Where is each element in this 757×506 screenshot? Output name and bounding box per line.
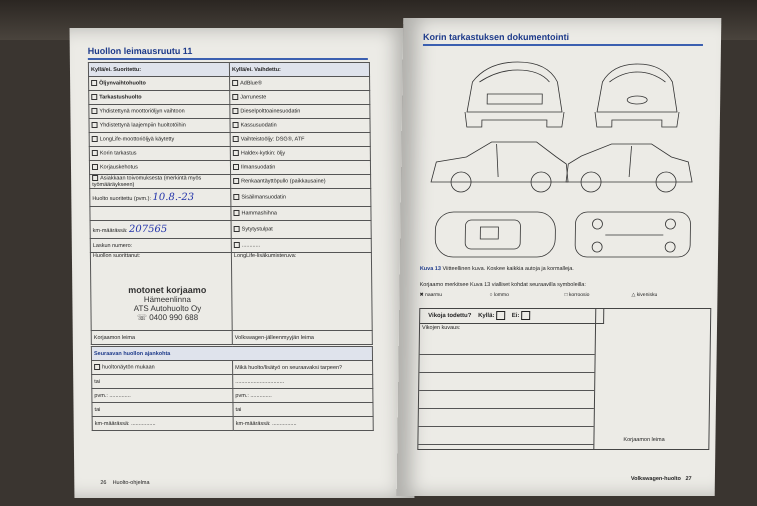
table-row[interactable]: AdBlue®	[230, 77, 370, 91]
next-row: tai	[92, 375, 233, 389]
next-service-table	[91, 346, 374, 431]
right-page-number: 27	[685, 476, 692, 482]
table-row[interactable]: Hammashihna	[231, 207, 371, 221]
left-page	[70, 28, 415, 498]
table-row[interactable]: Yhdistettynä moottoriöljyn vaihtoon	[89, 105, 230, 119]
table-row	[90, 207, 231, 221]
table-row[interactable]: Sisäilmansuodatin	[231, 189, 371, 207]
table-row[interactable]: Korjauskehotus	[89, 161, 230, 175]
next-row[interactable]: huoltonäytön mukaan	[92, 361, 233, 375]
car-diagram	[425, 52, 698, 262]
car-left-side-view	[431, 142, 569, 192]
next-right-title: Mikä huolto/lisätyö on seuraavaksi tarpeen?	[233, 361, 373, 375]
col2-header: Kyllä/ei. Vaihdettu:	[229, 63, 369, 77]
next-row[interactable]: pvm.: ..............	[92, 389, 233, 403]
damage-box	[417, 308, 711, 450]
car-top-view	[435, 212, 556, 257]
vw-stamp-label: Volkswagen-jälleenmyyjän leima	[232, 331, 372, 345]
table-row[interactable]: Yhdistettynä laajempiin huoltotöihin	[89, 119, 230, 133]
symbol-dent: ○ lommo	[489, 292, 509, 298]
next-right-row[interactable]: ................................	[233, 375, 373, 389]
workshop-stamp-label: Korjaamon leima	[91, 331, 232, 345]
car-rear-view	[465, 62, 565, 127]
next-service-title: Seuraavan huollon ajankohta	[91, 347, 372, 361]
invoice-number-cell[interactable]: Laskun numero:	[90, 239, 231, 253]
title-rule	[423, 44, 703, 46]
table-row[interactable]: Dieselpolttoainesuodatin	[230, 105, 370, 119]
right-footer	[631, 476, 692, 482]
next-row: tai	[92, 403, 233, 417]
table-row[interactable]: Tarkastushuolto	[89, 91, 230, 105]
table-row[interactable]: Sytytystulpat	[231, 221, 371, 239]
workshop-stamp: motonet korjaamo Hämeenlinna ATS Autohuolto Oy ☏ 0400 990 688	[128, 285, 207, 322]
table-row[interactable]: Kassusuodatin	[230, 119, 370, 133]
right-footer-text: Volkswagen-huolto	[630, 476, 681, 482]
table-row[interactable]: Ilmansuodatin	[230, 161, 370, 175]
car-front-view	[595, 64, 680, 127]
service-date-handwritten: 10.8.-23	[152, 192, 195, 203]
table-row[interactable]: Vaihteistoöljy: DSG®, ATF	[230, 133, 370, 147]
symbol-scratch: ✖ naarmu	[419, 292, 443, 298]
damage-description-label: Vikojen kuvaus:	[421, 325, 461, 331]
table-row[interactable]: Korin tarkastus	[89, 147, 230, 161]
yes-checkbox[interactable]	[496, 311, 505, 320]
left-footer	[100, 480, 149, 486]
next-row[interactable]: km-määrässä: ................	[92, 417, 233, 431]
table-row[interactable]: Haldex-kytkin: öljy	[230, 147, 370, 161]
col1-header: Kyllä/ei. Suoritettu:	[88, 63, 229, 77]
next-right-row: tai	[233, 403, 373, 417]
left-page-title: Huollon leimausruutu 11	[87, 46, 193, 56]
table-row[interactable]: Renkaantäyttöpullo (paikkausaine)	[231, 175, 371, 189]
next-right-row[interactable]: pvm.: ..............	[233, 389, 373, 403]
left-page-number: 26	[100, 480, 107, 486]
right-page	[397, 18, 722, 496]
right-page-title: Korin tarkastuksen dokumentointi	[423, 32, 570, 42]
longlife-label: LongLife-lisäkumisteruva:	[233, 253, 297, 259]
no-checkbox[interactable]	[521, 311, 530, 320]
symbol-instruction: Korjaamo merkitsee Kuva 13 vialliset kohdat seuraavilla symboleilla:	[419, 282, 586, 288]
table-row[interactable]: Jarruneste	[230, 91, 370, 105]
km-handwritten: 207565	[128, 224, 168, 235]
service-date-cell[interactable]: Huolto suoritettu (pvm.): 10.8.-23	[90, 189, 231, 207]
workshop-stamp-label-right: Korjaamon leima	[623, 437, 665, 443]
table-row[interactable]: Öljynvaihtohuolto	[89, 77, 230, 91]
car-underbody-view	[575, 212, 691, 257]
damage-question-row	[420, 309, 604, 324]
yes-label: Kyllä:	[478, 313, 495, 319]
no-label: Ei:	[511, 313, 520, 319]
table-row[interactable]: Asiakkaan toivomuksesta (merkintä myös työmääräykseen)	[90, 175, 231, 189]
symbol-stone-chip: △ kivenisku	[631, 292, 658, 298]
symbol-corrosion: □ korroosio	[564, 292, 590, 298]
next-right-row[interactable]: km-määrässä: ................	[233, 417, 373, 431]
table-row[interactable]: LongLife-moottoriöljyä käytetty	[89, 133, 230, 147]
km-cell[interactable]: km-määrässä: 207565	[90, 221, 231, 239]
longlife-cell[interactable]	[231, 253, 372, 331]
table-row[interactable]: ............	[231, 239, 371, 253]
damage-question: Vikoja todettu?	[428, 313, 472, 319]
car-right-side-view	[566, 144, 693, 192]
left-footer-text: Huolto-ohjelma	[112, 480, 150, 486]
damage-description-lines[interactable]	[418, 337, 595, 445]
title-rule	[88, 58, 368, 60]
figure-caption: Kuva 13 Viitteellinen kuva. Koskee kaikkia autoja ja kormalleja.	[419, 266, 574, 272]
performed-label: Huollon suorittanut:	[92, 253, 141, 259]
